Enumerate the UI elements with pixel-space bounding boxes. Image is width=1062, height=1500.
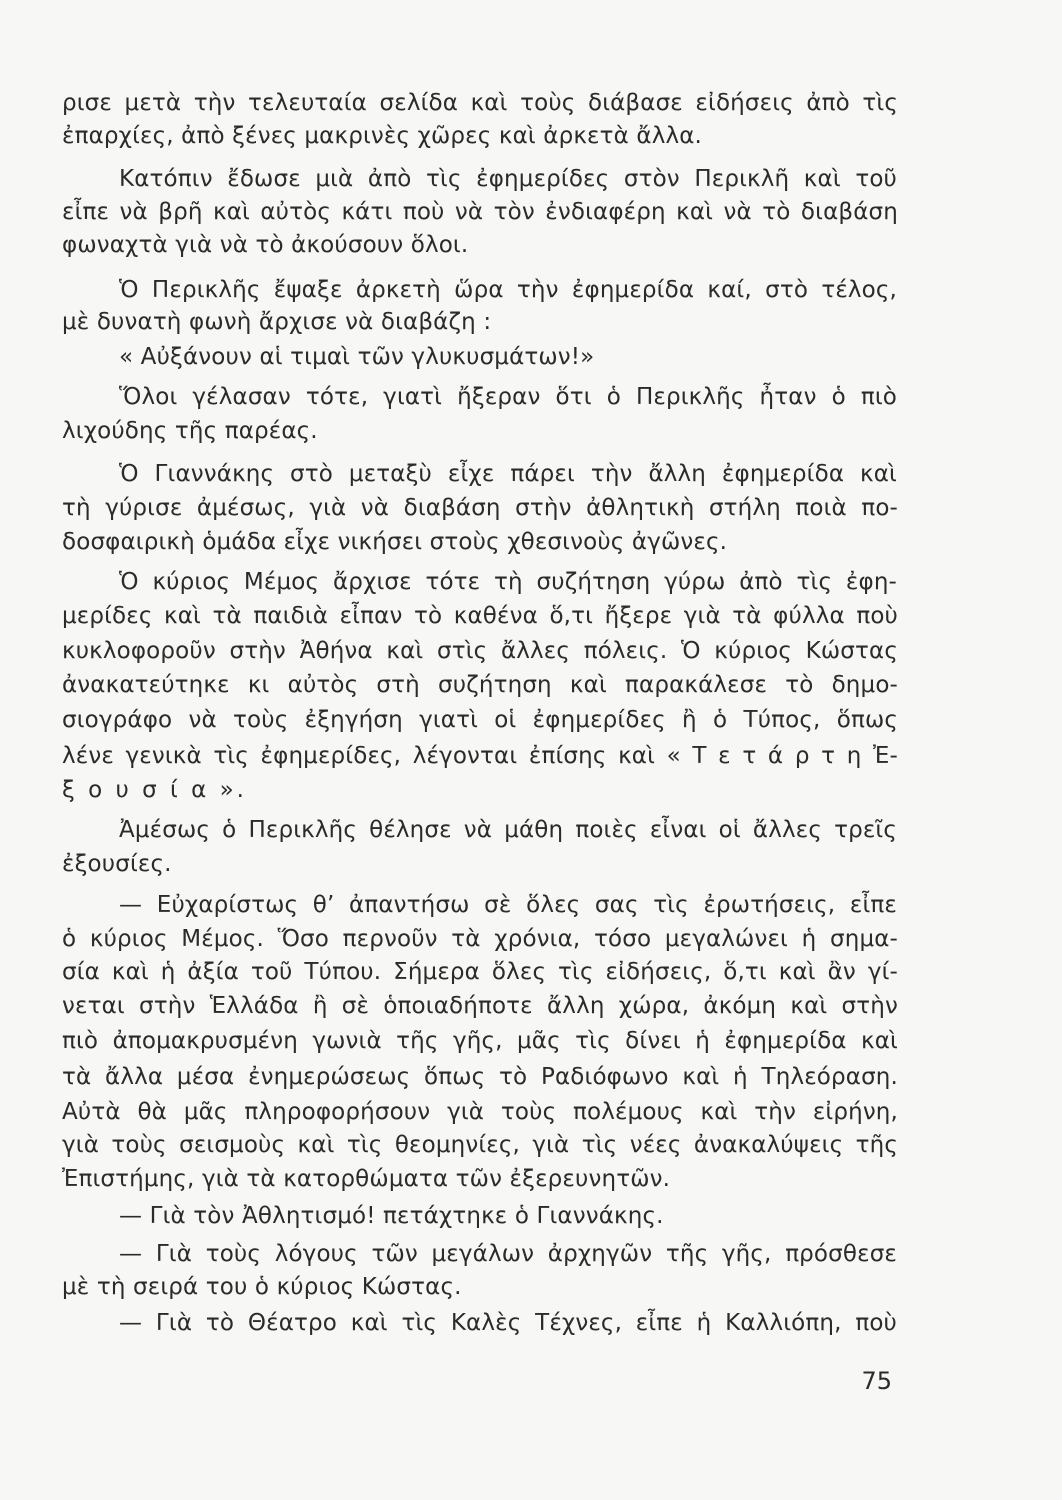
text-line: — Γιὰ τὸ Θέατρο καὶ τὶς Καλὲς Τέχνες, εἶπε ἡ Καλλιόπη, ποὺ (119, 1310, 897, 1336)
text-line: — Γιὰ τὸν Ἀθλητισμό! πετάχτηκε ὁ Γιαννάκης. (119, 1203, 664, 1229)
text-line: Ὁ Γιαννάκης στὸ μεταξὺ εἶχε πάρει τὴν ἄλλη ἐφημερίδα καὶ (119, 461, 897, 487)
text-line: Ὅλοι γέλασαν τότε, γιατὶ ἤξεραν ὅτι ὁ Περικλῆς ἦταν ὁ πιὸ (119, 384, 897, 410)
text-line: Ἀμέσως ὁ Περικλῆς θέλησε νὰ μάθη ποιὲς εἶναι οἱ ἄλλες τρεῖς (119, 817, 897, 843)
text-line: εἶπε νὰ βρῆ καὶ αὐτὸς κάτι ποὺ νὰ τὸν ἐνδιαφέρη καὶ νὰ τὸ διαβάση (62, 199, 898, 225)
text-line: μὲ τὴ σειρά του ὁ κύριος Κώστας. (62, 1274, 462, 1300)
text-line: λιχούδης τῆς παρέας. (62, 418, 318, 444)
text-line: — Γιὰ τοὺς λόγους τῶν μεγάλων ἀρχηγῶν τῆς γῆς, πρόσθεσε (119, 1241, 897, 1267)
text-line: σία καὶ ἡ ἀξία τοῦ Τύπου. Σήμερα ὅλες τὶς εἰδήσεις, ὅ,τι καὶ ἂν γί- (62, 959, 898, 985)
text-line: σιογράφο νὰ τοὺς ἐξηγήση γιατὶ οἱ ἐφημερίδες ἢ ὁ Τύπος, ὅπως (62, 707, 898, 733)
text-line: κυκλοφοροῦν στὴν Ἀθήνα καὶ στὶς ἄλλες πόλεις. Ὁ κύριος Κώστας (62, 638, 898, 664)
text-line: λένε γενικὰ τὶς ἐφημερίδες, λέγονται ἐπίσης καὶ « Τ ε τ ά ρ τ η Ἐ- (62, 743, 898, 769)
text-line: μερίδες καὶ τὰ παιδιὰ εἶπαν τὸ καθένα ὅ,τι ἤξερε γιὰ τὰ φύλλα ποὺ (62, 603, 898, 629)
text-line: πιὸ ἀπομακρυσμένη γωνιὰ τῆς γῆς, μᾶς τὶς δίνει ἡ ἐφημερίδα καὶ (62, 1028, 898, 1054)
text-line: γιὰ τοὺς σεισμοὺς καὶ τὶς θεομηνίες, γιὰ τὶς νέες ἀνακαλύψεις τῆς (62, 1132, 898, 1158)
text-line: ἀνακατεύτηκε κι αὐτὸς στὴ συζήτηση καὶ παρακάλεσε τὸ δημο- (62, 672, 898, 698)
page-number: 75 (861, 1367, 892, 1395)
text-line: νεται στὴν Ἑλλάδα ἢ σὲ ὁποιαδήποτε ἄλλη χώρα, ἀκόμη καὶ στὴν (62, 993, 898, 1019)
text-line: Ὁ Περικλῆς ἔψαξε ἀρκετὴ ὥρα τὴν ἐφημερίδα καί, στὸ τέλος, (119, 277, 897, 303)
text-line: Κατόπιν ἔδωσε μιὰ ἀπὸ τὶς ἐφημερίδες στὸν Περικλῆ καὶ τοῦ (119, 166, 897, 192)
text-line: μὲ δυνατὴ φωνὴ ἄρχισε νὰ διαβάζη : (62, 309, 492, 335)
text-line: « Αὐξάνουν αἱ τιμαὶ τῶν γλυκυσμάτων!» (119, 344, 595, 370)
text-line: τὴ γύρισε ἀμέσως, γιὰ νὰ διαβάση στὴν ἀθλητικὴ στήλη ποιὰ πο- (62, 495, 898, 521)
text-line: ρισε μετὰ τὴν τελευταία σελίδα καὶ τοὺς διάβασε εἰδήσεις ἀπὸ τὶς (62, 90, 898, 116)
text-line: δοσφαιρικὴ ὁμάδα εἶχε νικήσει στοὺς χθεσινοὺς ἀγῶνες. (62, 529, 728, 555)
text-line: τὰ ἄλλα μέσα ἐνημερώσεως ὅπως τὸ Ραδιόφωνο καὶ ἡ Τηλεόραση. (62, 1064, 898, 1090)
text-line: ὁ κύριος Μέμος. Ὅσο περνοῦν τὰ χρόνια, τόσο μεγαλώνει ἡ σημα- (62, 926, 898, 952)
text-line: Ἐπιστήμης, γιὰ τὰ κατορθώματα τῶν ἐξερευνητῶν. (62, 1166, 671, 1192)
text-line: — Εὐχαρίστως θ’ ἀπαντήσω σὲ ὅλες σας τὶς ἐρωτήσεις, εἶπε (119, 892, 897, 918)
text-line: φωναχτὰ γιὰ νὰ τὸ ἀκούσουν ὅλοι. (62, 232, 469, 258)
text-line: ἐπαρχίες, ἀπὸ ξένες μακρινὲς χῶρες καὶ ἀρκετὰ ἄλλα. (62, 123, 702, 149)
text-line: ξ ο υ σ ί α ». (62, 777, 247, 803)
text-line: ἐξουσίες. (62, 851, 172, 877)
text-line: Αὐτὰ θὰ μᾶς πληροφορήσουν γιὰ τοὺς πολέμους καὶ τὴν εἰρήνη, (62, 1099, 898, 1125)
text-line: Ὁ κύριος Μέμος ἄρχισε τότε τὴ συζήτηση γύρω ἀπὸ τὶς ἐφη- (119, 569, 897, 595)
